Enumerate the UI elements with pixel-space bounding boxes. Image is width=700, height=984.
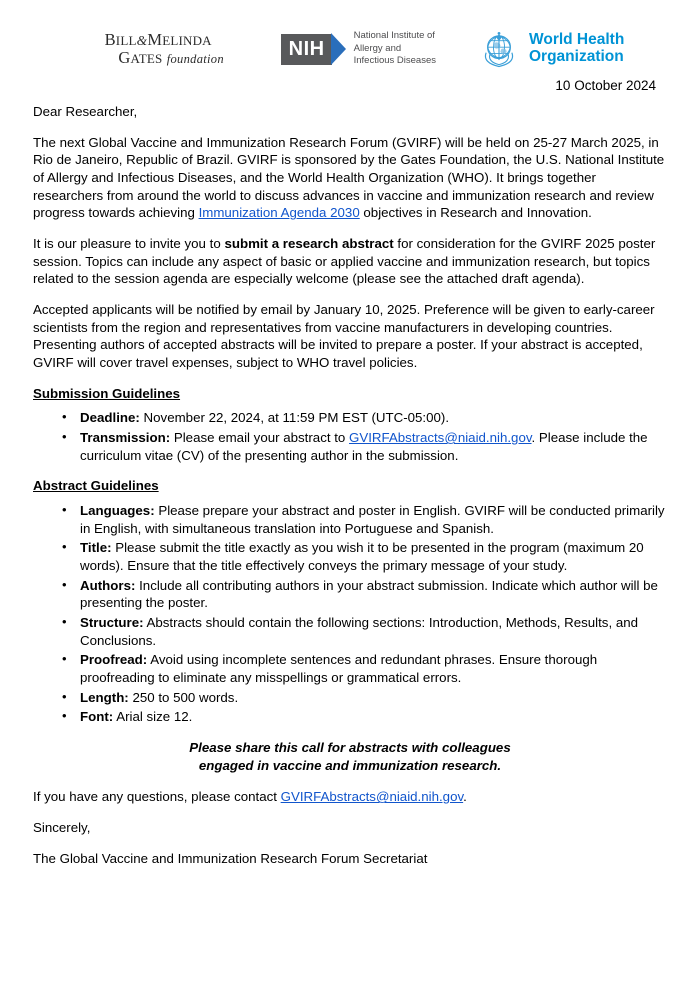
who-name-line-2: Organization [529, 48, 624, 65]
list-item-transmission [80, 429, 667, 464]
intro-text-part-2: objectives in Research and Innovation. [359, 205, 592, 221]
languages-text: Please prepare your abstract and poster in English. GVIRF will be conducted primarily in English, with simultaneous translation into Portuguese and Spanish. [80, 503, 665, 536]
abstracts-email-link[interactable]: GVIRFAbstracts@niaid.nih.gov [349, 430, 532, 446]
niaid-name-line-3: Infectious Diseases [353, 55, 436, 67]
questions-text-part-1: If you have any questions, please contact [33, 789, 281, 805]
nih-mark [281, 33, 346, 65]
structure-text: Abstracts should contain the following sections: Introduction, Methods, Results, and Conclusions. [80, 615, 639, 648]
nih-chevron-icon [331, 33, 346, 65]
paragraph-acceptance: Accepted applicants will be notified by email by January 10, 2025. Preference will be given to early-career scientists from the region and representatives from vaccine manufacturers in developing countries. Presenting authors of accepted abstracts will be invited to prepare a poster. If your abstract is accepted, GVIRF will cover travel expenses, subject to WHO travel policies. [33, 302, 655, 371]
gates-logo-line-2 [76, 49, 241, 67]
title-text: Please submit the title exactly as you wish it to be presented in the program (maximum 20 words). Ensure that the title effectively conveys the primary message of your study. [80, 540, 644, 574]
title-label: Title: [80, 540, 112, 556]
font-text: Arial size 12. [113, 709, 193, 725]
list-item-title [80, 539, 667, 574]
who-name-line-1: World Health [529, 31, 625, 49]
deadline-label: Deadline: [80, 410, 140, 426]
submission-guidelines-list [33, 409, 667, 464]
list-item-authors [80, 577, 667, 612]
gates-logo-elinda: ELINDA [162, 32, 212, 48]
letter-body [0, 103, 700, 867]
list-item-deadline [80, 409, 667, 427]
contact-email-link[interactable]: GVIRFAbstracts@niaid.nih.gov [280, 789, 464, 805]
gates-logo-ates: ATES [130, 51, 163, 66]
invite-text-part-2: for consideration for the GVIRF 2025 poster session. Topics can include any aspect of basic or applied vaccine and immunization research, but topics related to the session agenda are especially welcome (please see the attached draft agenda). [33, 236, 656, 287]
gates-logo-ampersand: & [136, 32, 148, 48]
share-callout [33, 739, 667, 774]
who-name [529, 32, 624, 65]
authors-label: Authors: [80, 577, 136, 593]
questions-line [33, 788, 667, 806]
closing-block [33, 788, 667, 867]
abstract-guidelines-list [33, 502, 667, 726]
gates-logo-line-1 [76, 31, 241, 49]
length-label: Length: [80, 689, 129, 705]
proofread-label: Proofread: [80, 652, 148, 668]
transmission-text-part-1: Please email your abstract to [170, 430, 350, 446]
transmission-text-part-2: . Please include the curriculum vitae (CV) of the presenting author in the submission. [80, 430, 648, 463]
deadline-value: November 22, 2024, at 11:59 PM EST (UTC-05:00). [139, 410, 450, 426]
invite-text-part-1: It is our pleasure to invite you to [33, 236, 225, 252]
share-callout-line-2: engaged in vaccine and immunization research. [198, 757, 502, 773]
paragraph-invitation [33, 235, 667, 288]
niaid-name [354, 30, 436, 68]
sincerely-line: Sincerely, [33, 819, 91, 835]
immunization-agenda-2030-link[interactable]: Immunization Agenda 2030 [198, 205, 360, 221]
transmission-label: Transmission: [80, 430, 171, 446]
list-item-proofread [80, 651, 667, 686]
gates-logo-foundation: foundation [166, 52, 224, 66]
proofread-text: Avoid using incomplete sentences and redundant phrases. Ensure thorough proofreading to eliminate any misspellings or grammatical errors. [80, 652, 598, 686]
intro-text-part-1: The next Global Vaccine and Immunization Research Forum (GVIRF) will be held on 25-27 March 2025, in Rio de Janeiro, Republic of Brazil. GVIRF is sponsored by the Gates Foundation, the U.S. National Institute of Allergy and Infectious Diseases, and the World Health Organization (WHO). It brings together researchers from around the world to discuss advances in vaccine and immunization research and review progress towards achieving [33, 134, 665, 221]
submission-guidelines-heading: Submission Guidelines [33, 385, 181, 401]
structure-label: Structure: [80, 615, 144, 631]
salutation: Dear Researcher, [33, 104, 138, 119]
list-item-length [80, 689, 667, 707]
niaid-logo [281, 30, 436, 68]
gates-logo-b: B [104, 29, 116, 49]
share-callout-line-1: Please share this call for abstracts with colleagues [189, 740, 511, 756]
who-emblem-icon [476, 26, 522, 72]
letterhead [0, 0, 700, 76]
who-logo [476, 26, 624, 72]
niaid-name-line-1: National Institute of [353, 29, 435, 41]
invite-emphasis: submit a research abstract [224, 236, 394, 252]
gates-logo-m: M [147, 29, 163, 49]
abstract-guidelines-heading: Abstract Guidelines [33, 478, 159, 494]
niaid-name-line-2: Allergy and [353, 42, 402, 54]
gates-foundation-logo [76, 31, 241, 68]
paragraph-intro [33, 134, 667, 222]
letter-date: 10 October 2024 [555, 78, 656, 93]
authors-text: Include all contributing authors in your abstract submission. Indicate which author will be presenting the poster. [80, 577, 658, 611]
nih-wordmark: NIH [281, 34, 332, 65]
gates-logo-ill: ILL [115, 32, 137, 48]
languages-label: Languages: [80, 503, 155, 519]
list-item-languages [80, 502, 667, 537]
questions-text-part-2: . [463, 789, 467, 805]
signature-line: The Global Vaccine and Immunization Research Forum Secretariat [33, 850, 428, 866]
font-label: Font: [80, 709, 114, 725]
gates-logo-g: G [118, 48, 131, 67]
list-item-font [80, 708, 667, 726]
length-text: 250 to 500 words. [128, 689, 239, 705]
list-item-structure [80, 614, 667, 649]
